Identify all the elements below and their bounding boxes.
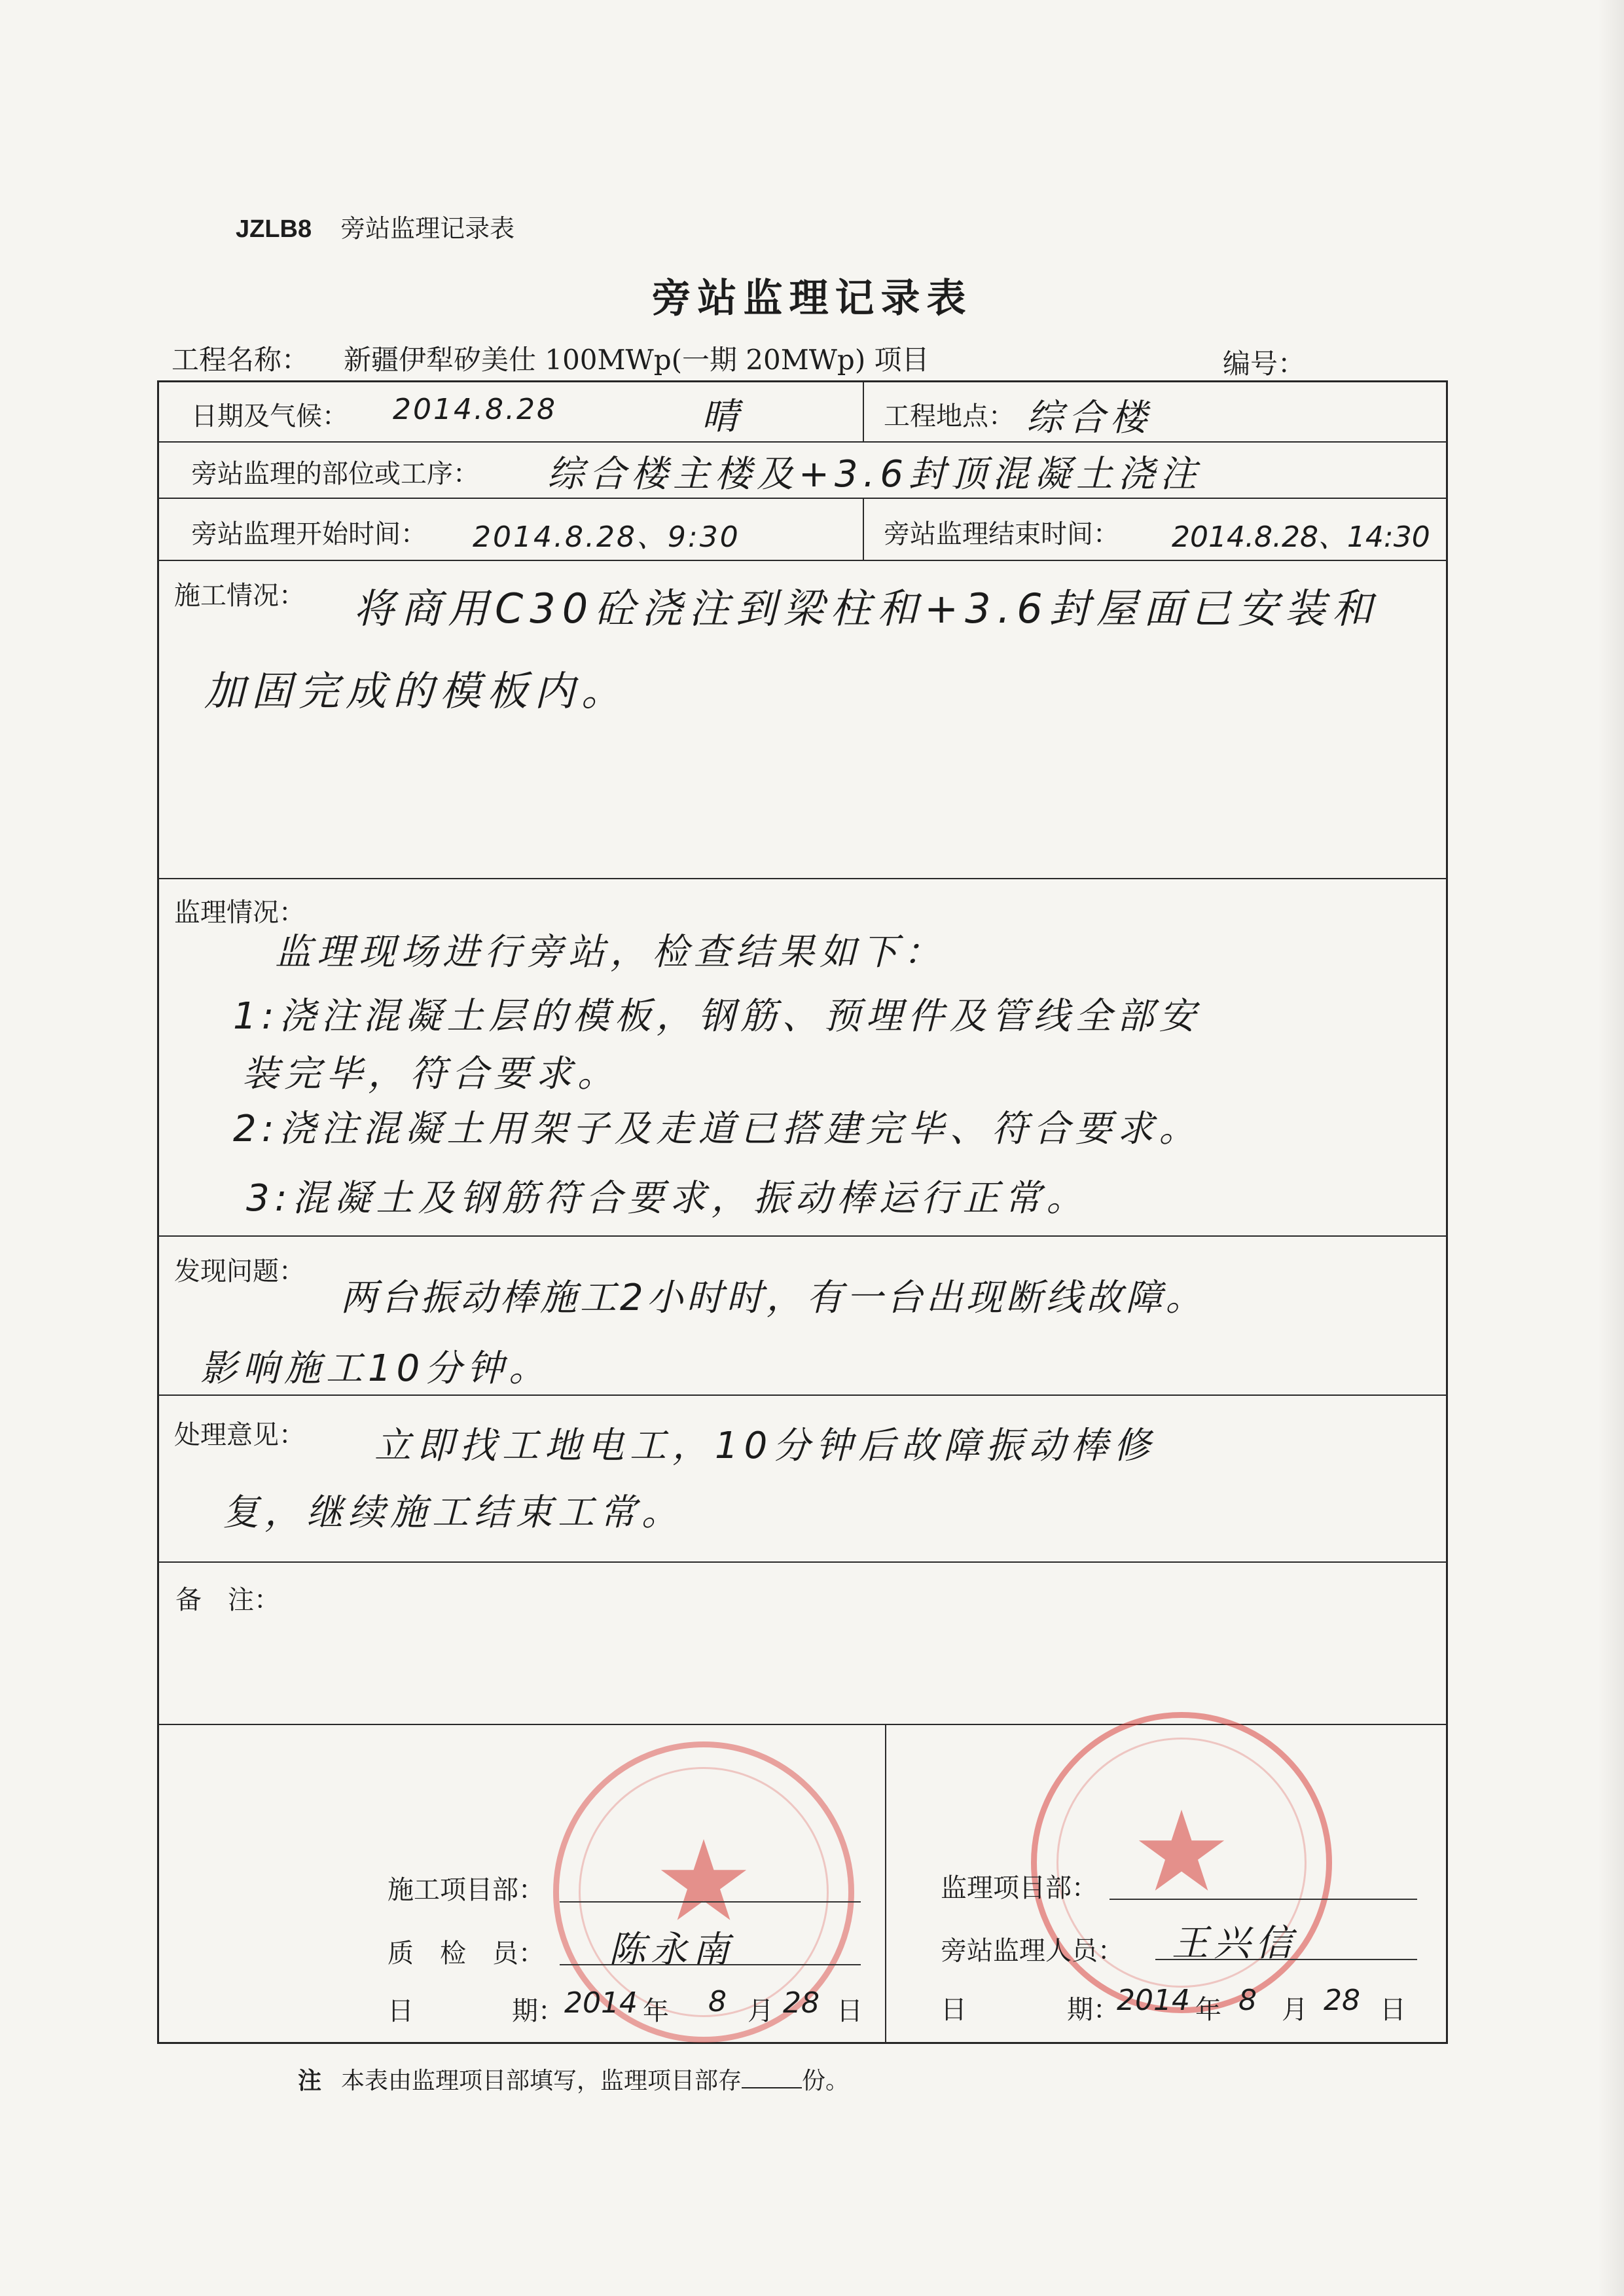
row-divider [157,1394,1448,1396]
project-name-value: 新疆伊犁矽美仕 100MWp(一期 20MWp) 项目 [344,344,929,376]
project-name-label: 工程名称： [171,344,310,376]
page-edge-shadow [1598,0,1624,2296]
left-day-unit: 日 [837,1996,863,2026]
star-icon: ★ [1131,1787,1232,1917]
location-label: 工程地点： [884,401,1015,431]
handling-line-2: 复，继续施工结束工常。 [223,1491,683,1534]
left-month: 8 [708,1985,729,2018]
start-time-label: 旁站监理开始时间： [191,519,427,549]
row-divider [157,878,1448,879]
cell-divider [863,382,864,442]
form-code: JZLB8 [236,215,312,243]
supervision-line-5: 3:混凝土及钢筋符合要求，振动棒运行正常。 [246,1177,1089,1220]
weather-value: 晴 [702,395,744,438]
date-value: 2014.8.28 [393,393,557,426]
form-name: 旁站监理记录表 [340,215,515,243]
left-year: 2014 [564,1986,638,2020]
left-date-label-a: 日 [388,1996,414,2026]
copies-blank [742,2068,802,2088]
star-icon: ★ [653,1817,754,1946]
signature-line [560,1964,861,1965]
footnote-text: 本表由监理项目部填写，监理项目部存 [341,2067,742,2094]
row-divider [157,1724,1448,1725]
end-time-value: 2014.8.28、14:30 [1172,520,1430,554]
cell-divider [863,498,864,560]
remarks-label: 备 注： [175,1585,280,1615]
start-time-value: 2014.8.28、9:30 [473,520,740,554]
location-value: 综合楼 [1026,397,1152,439]
right-date-label-b: 期： [1067,1995,1119,2025]
signature-line [1110,1899,1417,1900]
document-title: 旁站监理记录表 [651,276,973,321]
right-day-unit: 日 [1380,1995,1406,2025]
right-date-label-a: 日 [941,1995,967,2025]
footnote-suffix: 份。 [802,2067,850,2094]
cell-divider [885,1724,886,2043]
inspector-signature: 陈永南 [609,1929,734,1971]
left-day: 28 [783,1986,820,2020]
left-year-unit: 年 [643,1996,669,2026]
row-divider [157,441,1448,443]
footnote-prefix: 注 [298,2067,322,2094]
supervision-label: 监理情况： [174,898,305,928]
supervision-line-2: 1:浇注混凝土层的模板，钢筋、预埋件及管线全部安 [233,995,1201,1038]
supervision-dept-label: 监理项目部： [941,1873,1098,1903]
part-label: 旁站监理的部位或工序： [191,459,479,489]
right-year-unit: 年 [1195,1995,1221,2025]
end-time-label: 旁站监理结束时间： [884,519,1119,549]
issues-line-2: 影响施工10分钟。 [200,1347,551,1390]
number-label: 编号： [1223,348,1306,380]
supervision-line-3: 装完毕，符合要求。 [242,1053,619,1095]
contractor-dept-label: 施工项目部： [388,1875,545,1905]
left-month-unit: 月 [748,1996,774,2026]
right-month: 8 [1238,1984,1259,2017]
right-month-unit: 月 [1282,1995,1308,2025]
supervisor-signature: 王兴信 [1172,1922,1297,1965]
footnote [298,2062,849,2096]
signature-line [1155,1959,1417,1960]
right-year: 2014 [1117,1984,1190,2017]
handling-line-1: 立即找工地电工，10分钟后故障振动棒修 [374,1425,1157,1467]
form-code-header [236,208,514,244]
row-divider [157,560,1448,561]
date-weather-label: 日期及气候： [191,401,348,431]
construction-line-2: 加固完成的模板内。 [204,667,629,715]
supervision-seal-stamp [1031,1712,1332,2013]
supervisor-label: 旁站监理人员： [941,1936,1124,1966]
construction-label: 施工情况： [174,581,305,611]
row-divider [157,498,1448,499]
issues-line-1: 两台振动棒施工2小时时，有一台出现断线故障。 [340,1277,1206,1319]
inspector-label: 质 检 员： [388,1939,545,1969]
handling-label: 处理意见： [174,1420,305,1450]
supervision-line-1: 监理现场进行旁站，检查结果如下： [275,931,945,974]
signature-line [560,1901,861,1903]
row-divider [157,1561,1448,1563]
construction-line-1: 将商用C30砼浇注到梁柱和+3.6封屋面已安装和 [353,585,1379,632]
row-divider [157,1235,1448,1237]
left-date-label-b: 期： [512,1996,564,2026]
issues-label: 发现问题： [174,1256,305,1286]
supervision-line-4: 2:浇注混凝土用架子及走道已搭建完毕、符合要求。 [233,1108,1201,1150]
part-value: 综合楼主楼及+3.6封顶混凝土浇注 [547,453,1202,496]
right-day: 28 [1324,1984,1360,2017]
